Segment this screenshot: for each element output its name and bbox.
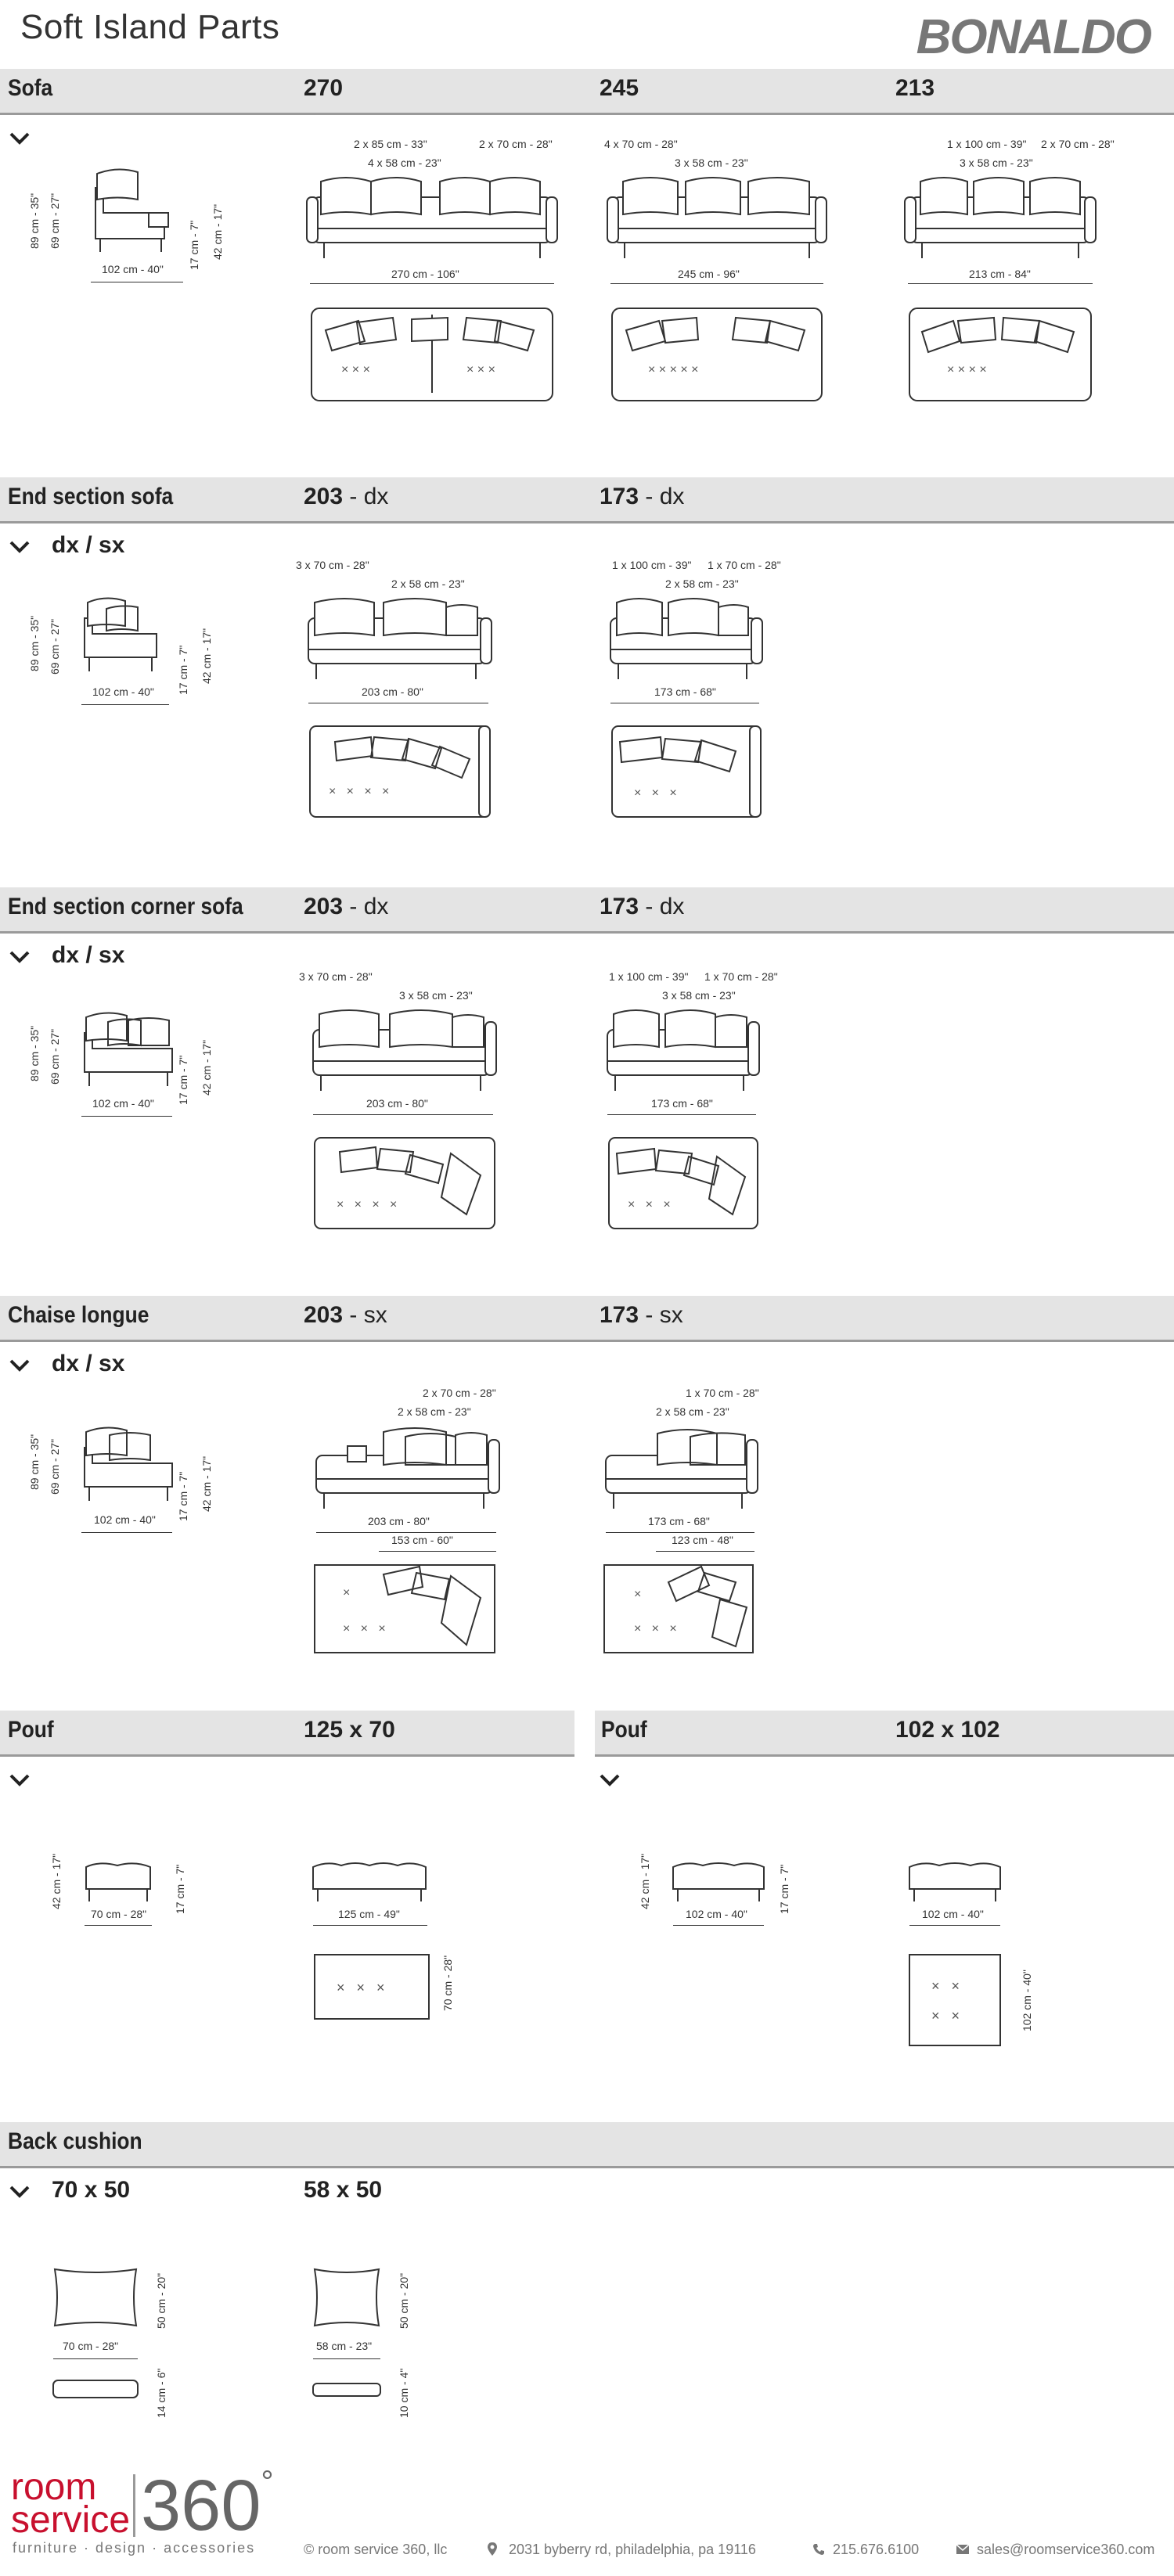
section-header-chaise — [0, 1296, 1174, 1342]
dim-cushion-c: 2 x 58 cm - 23" — [656, 1405, 729, 1418]
chevron-down-icon[interactable] — [8, 948, 31, 966]
section-title: Back cushion — [8, 2128, 142, 2154]
cushion-58-top — [312, 2382, 382, 2399]
dim-depth: 102 cm - 40" — [94, 1513, 156, 1526]
section-title: Pouf — [601, 1717, 647, 1743]
cushion-size-70x50: 70 x 50 — [52, 2177, 131, 2203]
dim-cushion-a: 1 x 100 cm - 39" — [947, 138, 1027, 150]
section-header-pouf-125 — [0, 1711, 574, 1757]
dim-width-seat: 123 cm - 48" — [672, 1534, 733, 1546]
dim-height: 89 cm - 35" — [28, 1025, 41, 1081]
end-sofa-203-front — [305, 595, 493, 681]
pouf-102-side — [672, 1861, 765, 1905]
variant-label: dx / sx — [52, 532, 125, 558]
dim-cushion-c: 4 x 58 cm - 23" — [368, 157, 441, 169]
dim-cushion-c: 2 x 58 cm - 23" — [398, 1405, 471, 1418]
dim-cushion-a: 2 x 70 cm - 28" — [423, 1387, 496, 1399]
chaise-203-top — [313, 1559, 498, 1657]
cushion-size-58x50: 58 x 50 — [304, 2177, 383, 2203]
dim-cushion-a: 2 x 85 cm - 33" — [354, 138, 427, 150]
dim-width-173: 173 cm - 68" — [648, 1515, 710, 1527]
phone-icon — [812, 2543, 825, 2556]
brand-logo: BONALDO — [916, 10, 1151, 64]
corner-sofa-203-front — [310, 1006, 498, 1092]
chaise-173-front — [603, 1424, 759, 1510]
svg-text:× × ×: × × × — [466, 363, 495, 376]
column-245: 245 — [600, 75, 639, 101]
dim-width-seat: 153 cm - 60" — [391, 1534, 453, 1546]
dim-thickness: 14 cm - 6" — [155, 2368, 167, 2418]
pouf-125-front — [312, 1861, 429, 1905]
dim-cushion-b: 2 x 70 cm - 28" — [1041, 138, 1115, 150]
footer-logo-number: 360 — [141, 2466, 261, 2545]
dim-height: 50 cm - 20" — [155, 2272, 167, 2329]
section-title: Chaise longue — [8, 1302, 149, 1328]
dim-leg: 17 cm - 7" — [177, 645, 189, 695]
dim-cushion-b: 1 x 70 cm - 28" — [708, 559, 781, 571]
svg-text:× × ×: × × × — [337, 1980, 385, 1995]
dim-depth: 102 cm - 40" — [102, 263, 164, 275]
dim-leg: 17 cm - 7" — [177, 1471, 189, 1521]
dim-width-203: 203 cm - 80" — [362, 685, 423, 698]
dim-width-173: 173 cm - 68" — [651, 1097, 713, 1110]
dim-cushion-c: 2 x 58 cm - 23" — [391, 577, 465, 590]
chaise-203-front — [313, 1424, 501, 1510]
dim-cushion-b: 2 x 70 cm - 28" — [479, 138, 553, 150]
chevron-down-icon[interactable] — [598, 1772, 621, 1789]
sofa-270-front — [307, 174, 557, 260]
dim-height: 89 cm - 35" — [28, 615, 41, 671]
tagline: furniture · design · accessories — [13, 2540, 256, 2556]
dim-thickness: 10 cm - 4" — [398, 2368, 410, 2418]
cushion-70-top — [52, 2379, 139, 2401]
dim-seat-height: 69 cm - 27" — [49, 618, 61, 675]
dim-height: 42 cm - 17" — [50, 1853, 63, 1909]
corner-sofa-side-view — [78, 1009, 180, 1096]
dim-top-depth: 102 cm - 40" — [1021, 1970, 1033, 2031]
dim-width-203: 203 cm - 80" — [368, 1515, 430, 1527]
phone-link[interactable]: 215.676.6100 — [833, 2542, 920, 2557]
svg-text:× × ×: × × × — [634, 1622, 677, 1635]
pouf-size: 102 x 102 — [895, 1717, 1000, 1743]
dim-cushion-c: 2 x 58 cm - 23" — [665, 577, 739, 590]
column-203: 203 - dx — [304, 894, 389, 919]
section-header-back-cushion — [0, 2122, 1174, 2168]
dim-width: 102 cm - 40" — [922, 1908, 984, 1920]
dim-cushion-a: 1 x 100 cm - 39" — [612, 559, 692, 571]
dim-width-203: 203 cm - 80" — [366, 1097, 428, 1110]
sofa-245-top — [610, 307, 823, 402]
sofa-213-front — [905, 174, 1096, 260]
dim-width-270: 270 cm - 106" — [391, 268, 459, 280]
sofa-side-view — [86, 164, 180, 266]
dim-depth: 70 cm - 28" — [91, 1908, 147, 1920]
section-header-end-sofa — [0, 477, 1174, 523]
dim-leg: 17 cm - 7" — [188, 220, 200, 270]
column-203: 203 - dx — [304, 484, 389, 509]
sofa-213-top — [908, 307, 1093, 402]
column-173: 173 - dx — [600, 894, 685, 919]
pouf-102-top — [908, 1953, 1002, 2047]
dim-arm: 42 cm - 17" — [200, 628, 213, 684]
svg-text:× × × × ×: × × × × × — [648, 363, 699, 376]
location-pin-icon — [487, 2542, 498, 2557]
footer-logo: room service — [11, 2466, 131, 2541]
section-title: End section corner sofa — [8, 894, 243, 919]
corner-sofa-173-top — [607, 1136, 761, 1232]
pouf-125-side — [83, 1861, 153, 1905]
dim-cushion-b: 1 x 70 cm - 28" — [704, 970, 778, 983]
dim-height: 89 cm - 35" — [28, 1434, 41, 1490]
end-sofa-side-view — [78, 595, 180, 681]
variant-label: dx / sx — [52, 942, 125, 968]
dim-cushion-a: 4 x 70 cm - 28" — [604, 138, 678, 150]
dim-cushion-a: 3 x 70 cm - 28" — [299, 970, 373, 983]
dim-height: 89 cm - 35" — [28, 192, 41, 249]
sofa-245-front — [607, 174, 826, 260]
dim-depth: 102 cm - 40" — [686, 1908, 747, 1920]
section-header-corner-sofa — [0, 887, 1174, 934]
dim-cushion-a: 1 x 70 cm - 28" — [686, 1387, 759, 1399]
chevron-down-icon[interactable] — [8, 2183, 31, 2200]
svg-text:×: × — [343, 1586, 351, 1599]
corner-sofa-203-top — [313, 1136, 498, 1232]
end-sofa-173-front — [607, 595, 764, 681]
column-213: 213 — [895, 75, 935, 101]
svg-text:× × ×: × × × — [628, 1198, 671, 1211]
svg-text:× ×: × × — [931, 2008, 960, 2024]
section-header-pouf-102 — [595, 1711, 1174, 1757]
svg-text:× × × ×: × × × × — [337, 1198, 398, 1211]
dim-arm: 42 cm - 17" — [200, 1039, 213, 1096]
dim-cushion-c: 3 x 58 cm - 23" — [675, 157, 748, 169]
dim-arm: 42 cm - 17" — [211, 203, 224, 260]
end-sofa-173-top — [610, 725, 764, 818]
column-173: 173 - dx — [600, 484, 685, 509]
page-title: Soft Island Parts — [20, 8, 280, 46]
copyright: © room service 360, llc — [304, 2542, 448, 2557]
svg-text:×: × — [634, 1588, 642, 1601]
chevron-down-icon[interactable] — [8, 130, 31, 147]
address: 2031 byberry rd, philadelphia, pa 19116 — [509, 2542, 756, 2557]
svg-text:× × ×: × × × — [634, 786, 677, 800]
dim-width: 125 cm - 49" — [338, 1908, 400, 1920]
end-sofa-203-top — [308, 725, 493, 818]
chevron-down-icon[interactable] — [8, 538, 31, 556]
dim-arm: 42 cm - 17" — [200, 1455, 213, 1512]
chevron-down-icon[interactable] — [8, 1772, 31, 1789]
svg-text:× × × ×: × × × × — [329, 785, 390, 798]
pouf-125-top — [313, 1953, 430, 2020]
variant-label: dx / sx — [52, 1351, 125, 1376]
dim-cushion-c: 3 x 58 cm - 23" — [960, 157, 1033, 169]
dim-height: 42 cm - 17" — [639, 1853, 651, 1909]
chevron-down-icon[interactable] — [8, 1357, 31, 1374]
section-title: Sofa — [8, 75, 53, 101]
dim-depth: 102 cm - 40" — [92, 1097, 154, 1110]
corner-sofa-173-front — [604, 1006, 761, 1092]
column-173: 173 - sx — [600, 1302, 683, 1328]
pouf-102-front — [908, 1861, 1002, 1905]
section-header-sofa — [0, 69, 1174, 115]
dim-depth: 102 cm - 40" — [92, 685, 154, 698]
dim-cushion-a: 3 x 70 cm - 28" — [296, 559, 369, 571]
dim-width: 70 cm - 28" — [63, 2340, 119, 2352]
dim-height: 50 cm - 20" — [398, 2272, 410, 2329]
svg-text:× ×: × × — [931, 1978, 960, 1994]
column-270: 270 — [304, 75, 344, 101]
dim-width: 58 cm - 23" — [316, 2340, 373, 2352]
dim-cushion-a: 1 x 100 cm - 39" — [609, 970, 689, 983]
cushion-70-front — [52, 2266, 139, 2329]
dim-seat-height: 69 cm - 27" — [49, 192, 61, 249]
email-icon — [956, 2545, 969, 2554]
dim-width-173: 173 cm - 68" — [654, 685, 716, 698]
email-link[interactable]: sales@roomservice360.com — [977, 2542, 1155, 2557]
dim-seat-height: 69 cm - 27" — [49, 1438, 61, 1495]
chaise-side-view — [78, 1424, 180, 1510]
dim-cushion-c: 3 x 58 cm - 23" — [662, 989, 736, 1002]
dim-cushion-c: 3 x 58 cm - 23" — [399, 989, 473, 1002]
dim-leg: 17 cm - 7" — [174, 1864, 186, 1914]
sofa-270-top — [310, 307, 554, 402]
pouf-size: 125 x 70 — [304, 1717, 395, 1743]
chaise-173-top — [603, 1559, 759, 1657]
dim-leg: 17 cm - 7" — [177, 1055, 189, 1105]
dim-width-245: 245 cm - 96" — [678, 268, 740, 280]
footer: room service 360° furniture · design · accessories © room service 360, llc 2031 byberry rd, philadelphia, pa 19116 215.676.6100 sales@roomservice360.com — [11, 2465, 1155, 2557]
section-title: End section sofa — [8, 484, 174, 509]
dim-leg: 17 cm - 7" — [778, 1864, 790, 1914]
section-title: Pouf — [8, 1717, 54, 1743]
cushion-58-front — [312, 2266, 382, 2329]
column-203: 203 - sx — [304, 1302, 387, 1328]
dim-seat-height: 69 cm - 27" — [49, 1028, 61, 1085]
dim-width-213: 213 cm - 84" — [969, 268, 1031, 280]
dim-top-depth: 70 cm - 28" — [441, 1955, 454, 2011]
svg-text:× × ×: × × × — [341, 363, 370, 376]
svg-text:× × × ×: × × × × — [947, 363, 987, 376]
svg-text:× × ×: × × × — [343, 1622, 386, 1635]
